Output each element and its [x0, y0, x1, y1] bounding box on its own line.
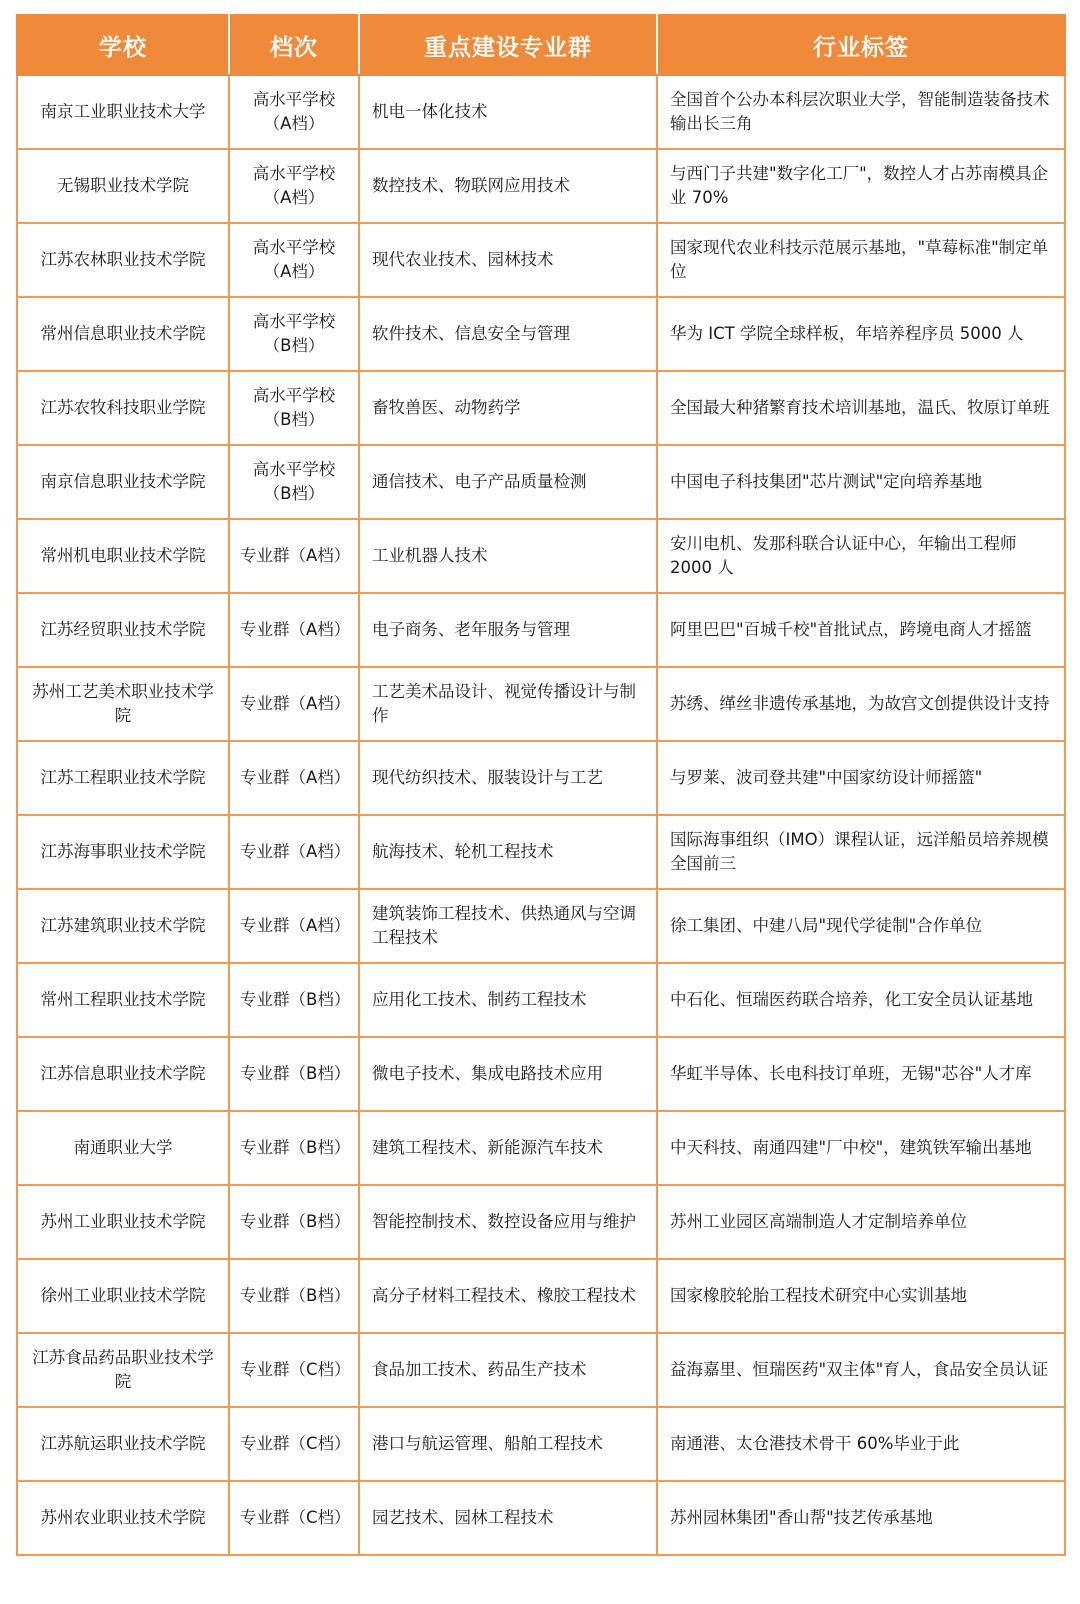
- cell-tier: 专业群（B档）: [229, 1037, 359, 1111]
- cell-tier: 专业群（B档）: [229, 1259, 359, 1333]
- table-row: [17, 149, 1065, 223]
- header-row: [17, 15, 1065, 75]
- cell-major-group: 现代纺织技术、服装设计与工艺: [359, 741, 657, 815]
- cell-tier: 高水平学校（A档）: [229, 149, 359, 223]
- cell-industry-tag: 徐工集团、中建八局"现代学徒制"合作单位: [657, 889, 1065, 963]
- cell-school: 江苏航运职业技术学院: [17, 1407, 229, 1481]
- cell-major-group: 食品加工技术、药品生产技术: [359, 1333, 657, 1407]
- cell-industry-tag: 与西门子共建"数字化工厂"，数控人才占苏南模具企业 70%: [657, 149, 1065, 223]
- cell-tier: 专业群（A档）: [229, 741, 359, 815]
- cell-school: 江苏食品药品职业技术学院: [17, 1333, 229, 1407]
- cell-school: 江苏农林职业技术学院: [17, 223, 229, 297]
- cell-industry-tag: 全国最大种猪繁育技术培训基地，温氏、牧原订单班: [657, 371, 1065, 445]
- table-row: [17, 445, 1065, 519]
- cell-tier: 专业群（C档）: [229, 1481, 359, 1555]
- cell-industry-tag: 安川电机、发那科联合认证中心，年输出工程师 2000 人: [657, 519, 1065, 593]
- cell-major-group: 数控技术、物联网应用技术: [359, 149, 657, 223]
- cell-industry-tag: 华为 ICT 学院全球样板，年培养程序员 5000 人: [657, 297, 1065, 371]
- cell-tier: 专业群（A档）: [229, 667, 359, 741]
- cell-tier: 专业群（C档）: [229, 1407, 359, 1481]
- cell-tier: 高水平学校（B档）: [229, 297, 359, 371]
- table-header: [17, 15, 1065, 75]
- cell-major-group: 通信技术、电子产品质量检测: [359, 445, 657, 519]
- cell-tier: 专业群（A档）: [229, 815, 359, 889]
- cell-industry-tag: 苏州工业园区高端制造人才定制培养单位: [657, 1185, 1065, 1259]
- cell-major-group: 应用化工技术、制药工程技术: [359, 963, 657, 1037]
- cell-major-group: 畜牧兽医、动物药学: [359, 371, 657, 445]
- cell-tier: 高水平学校（A档）: [229, 75, 359, 149]
- table-row: [17, 371, 1065, 445]
- cell-tier: 专业群（A档）: [229, 593, 359, 667]
- cell-school: 常州工程职业技术学院: [17, 963, 229, 1037]
- cell-industry-tag: 阿里巴巴"百城千校"首批试点，跨境电商人才摇篮: [657, 593, 1065, 667]
- cell-school: 常州机电职业技术学院: [17, 519, 229, 593]
- header-tier: 档次: [229, 15, 359, 75]
- cell-industry-tag: 国际海事组织（IMO）课程认证，远洋船员培养规模全国前三: [657, 815, 1065, 889]
- cell-major-group: 高分子材料工程技术、橡胶工程技术: [359, 1259, 657, 1333]
- cell-school: 南通职业大学: [17, 1111, 229, 1185]
- cell-industry-tag: 益海嘉里、恒瑞医药"双主体"育人，食品安全员认证: [657, 1333, 1065, 1407]
- cell-major-group: 港口与航运管理、船舶工程技术: [359, 1407, 657, 1481]
- cell-major-group: 电子商务、老年服务与管理: [359, 593, 657, 667]
- cell-tier: 高水平学校（A档）: [229, 223, 359, 297]
- table-body: [17, 75, 1065, 1555]
- cell-major-group: 智能控制技术、数控设备应用与维护: [359, 1185, 657, 1259]
- table-row: [17, 1111, 1065, 1185]
- table-row: [17, 1259, 1065, 1333]
- cell-tier: 专业群（A档）: [229, 519, 359, 593]
- cell-industry-tag: 华虹半导体、长电科技订单班，无锡"芯谷"人才库: [657, 1037, 1065, 1111]
- table-row: [17, 1185, 1065, 1259]
- cell-school: 江苏工程职业技术学院: [17, 741, 229, 815]
- table-row: [17, 1333, 1065, 1407]
- cell-industry-tag: 南通港、太仓港技术骨干 60%毕业于此: [657, 1407, 1065, 1481]
- cell-industry-tag: 与罗莱、波司登共建"中国家纺设计师摇篮": [657, 741, 1065, 815]
- cell-school: 江苏建筑职业技术学院: [17, 889, 229, 963]
- cell-school: 苏州农业职业技术学院: [17, 1481, 229, 1555]
- table-row: [17, 1407, 1065, 1481]
- cell-school: 江苏信息职业技术学院: [17, 1037, 229, 1111]
- header-industry-tag: 行业标签: [657, 15, 1065, 75]
- cell-school: 江苏农牧科技职业学院: [17, 371, 229, 445]
- cell-major-group: 航海技术、轮机工程技术: [359, 815, 657, 889]
- school-table-container: [16, 14, 1064, 1590]
- cell-tier: 专业群（A档）: [229, 889, 359, 963]
- table-row: [17, 741, 1065, 815]
- table-row: [17, 667, 1065, 741]
- cell-major-group: 现代农业技术、园林技术: [359, 223, 657, 297]
- cell-tier: 专业群（C档）: [229, 1333, 359, 1407]
- cell-school: 徐州工业职业技术学院: [17, 1259, 229, 1333]
- cell-school: 江苏经贸职业技术学院: [17, 593, 229, 667]
- table-row: [17, 297, 1065, 371]
- table-row: [17, 1037, 1065, 1111]
- table-row: [17, 815, 1065, 889]
- header-school: 学校: [17, 15, 229, 75]
- cell-school: 苏州工业职业技术学院: [17, 1185, 229, 1259]
- cell-industry-tag: 国家现代农业科技示范展示基地，"草莓标准"制定单位: [657, 223, 1065, 297]
- cell-tier: 高水平学校（B档）: [229, 445, 359, 519]
- cell-major-group: 软件技术、信息安全与管理: [359, 297, 657, 371]
- table-row: [17, 889, 1065, 963]
- cell-school: 无锡职业技术学院: [17, 149, 229, 223]
- cell-tier: 高水平学校（B档）: [229, 371, 359, 445]
- cell-industry-tag: 中天科技、南通四建"厂中校"，建筑铁军输出基地: [657, 1111, 1065, 1185]
- table-row: [17, 1481, 1065, 1555]
- table-row: [17, 223, 1065, 297]
- cell-school: 苏州工艺美术职业技术学院: [17, 667, 229, 741]
- cell-major-group: 微电子技术、集成电路技术应用: [359, 1037, 657, 1111]
- cell-school: 南京工业职业技术大学: [17, 75, 229, 149]
- cell-industry-tag: 中国电子科技集团"芯片测试"定向培养基地: [657, 445, 1065, 519]
- cell-tier: 专业群（B档）: [229, 1111, 359, 1185]
- cell-industry-tag: 国家橡胶轮胎工程技术研究中心实训基地: [657, 1259, 1065, 1333]
- cell-school: 常州信息职业技术学院: [17, 297, 229, 371]
- table-row: [17, 593, 1065, 667]
- table-row: [17, 519, 1065, 593]
- cell-industry-tag: 中石化、恒瑞医药联合培养，化工安全员认证基地: [657, 963, 1065, 1037]
- cell-school: 江苏海事职业技术学院: [17, 815, 229, 889]
- header-major-group: 重点建设专业群: [359, 15, 657, 75]
- cell-industry-tag: 苏绣、缂丝非遗传承基地，为故宫文创提供设计支持: [657, 667, 1065, 741]
- cell-industry-tag: 全国首个公办本科层次职业大学，智能制造装备技术输出长三角: [657, 75, 1065, 149]
- table-row: [17, 963, 1065, 1037]
- school-table: [16, 14, 1066, 1556]
- cell-major-group: 工艺美术品设计、视觉传播设计与制作: [359, 667, 657, 741]
- cell-major-group: 机电一体化技术: [359, 75, 657, 149]
- cell-major-group: 园艺技术、园林工程技术: [359, 1481, 657, 1555]
- cell-major-group: 工业机器人技术: [359, 519, 657, 593]
- cell-major-group: 建筑装饰工程技术、供热通风与空调工程技术: [359, 889, 657, 963]
- cell-major-group: 建筑工程技术、新能源汽车技术: [359, 1111, 657, 1185]
- table-row: [17, 75, 1065, 149]
- cell-industry-tag: 苏州园林集团"香山帮"技艺传承基地: [657, 1481, 1065, 1555]
- cell-school: 南京信息职业技术学院: [17, 445, 229, 519]
- cell-tier: 专业群（B档）: [229, 1185, 359, 1259]
- cell-tier: 专业群（B档）: [229, 963, 359, 1037]
